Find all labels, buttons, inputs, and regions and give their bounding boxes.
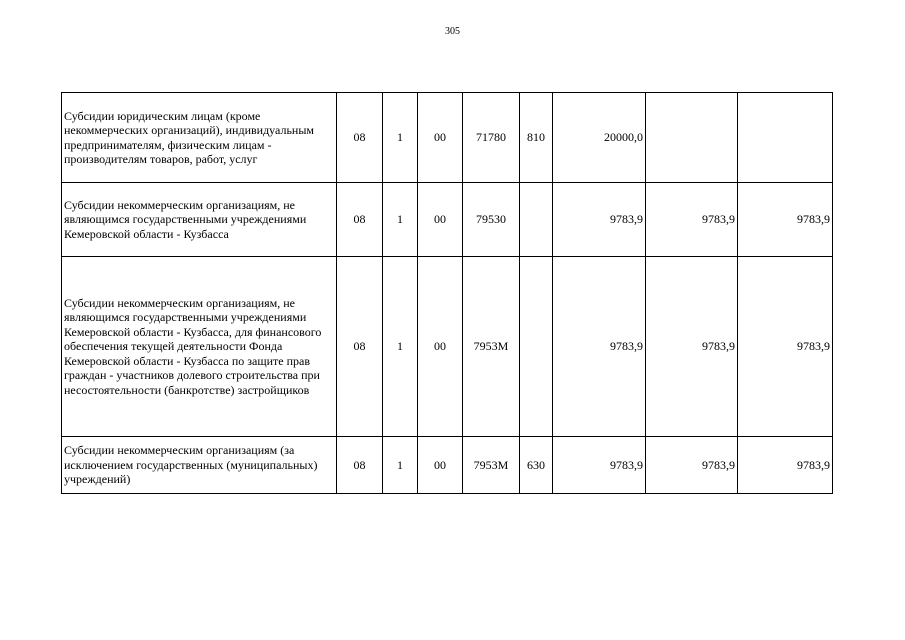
subsection-code: 1 [383, 257, 418, 437]
expense-type-code [520, 257, 553, 437]
target-code: 7953М [463, 257, 520, 437]
table-row [62, 257, 833, 437]
amount-year-3: 9783,9 [738, 257, 833, 437]
target-code: 71780 [463, 93, 520, 183]
subsection-code: 1 [383, 93, 418, 183]
amount-year-2 [646, 93, 738, 183]
subsection-code: 1 [383, 183, 418, 257]
table-row [62, 93, 833, 183]
amount-year-2: 9783,9 [646, 257, 738, 437]
amount-year-3: 9783,9 [738, 183, 833, 257]
page-number: 305 [445, 26, 460, 37]
amount-year-1: 9783,9 [553, 437, 646, 494]
program-code: 00 [418, 93, 463, 183]
expense-type-code [520, 183, 553, 257]
amount-year-2: 9783,9 [646, 183, 738, 257]
expense-type-code: 810 [520, 93, 553, 183]
program-code: 00 [418, 183, 463, 257]
row-description: Субсидии некоммерческим организациям, не являющимся государственными учреждениями Кемеровской области - Кузбасса, для финансового обеспечения текущей деятельности Фонда Кемеровской области - Кузбасса по защите прав граждан - участников долевого строительства при несостоятельности (банкротстве) застройщиков [62, 257, 337, 437]
section-code: 08 [337, 437, 383, 494]
amount-year-2: 9783,9 [646, 437, 738, 494]
target-code: 7953М [463, 437, 520, 494]
amount-year-1: 20000,0 [553, 93, 646, 183]
subsection-code: 1 [383, 437, 418, 494]
row-description: Субсидии юридическим лицам (кроме некоммерческих организаций), индивидуальным предпринимателям, физическим лицам - производителям товаров, работ, услуг [62, 93, 337, 183]
amount-year-1: 9783,9 [553, 257, 646, 437]
row-description: Субсидии некоммерческим организациям (за исключением государственных (муниципальных) учреждений) [62, 437, 337, 494]
expense-type-code: 630 [520, 437, 553, 494]
section-code: 08 [337, 93, 383, 183]
amount-year-3 [738, 93, 833, 183]
amount-year-1: 9783,9 [553, 183, 646, 257]
program-code: 00 [418, 437, 463, 494]
table-row [62, 437, 833, 494]
section-code: 08 [337, 257, 383, 437]
program-code: 00 [418, 257, 463, 437]
amount-year-3: 9783,9 [738, 437, 833, 494]
budget-table [61, 92, 833, 494]
table-row [62, 183, 833, 257]
target-code: 79530 [463, 183, 520, 257]
row-description: Субсидии некоммерческим организациям, не являющимся государственными учреждениями Кемеровской области - Кузбасса [62, 183, 337, 257]
section-code: 08 [337, 183, 383, 257]
